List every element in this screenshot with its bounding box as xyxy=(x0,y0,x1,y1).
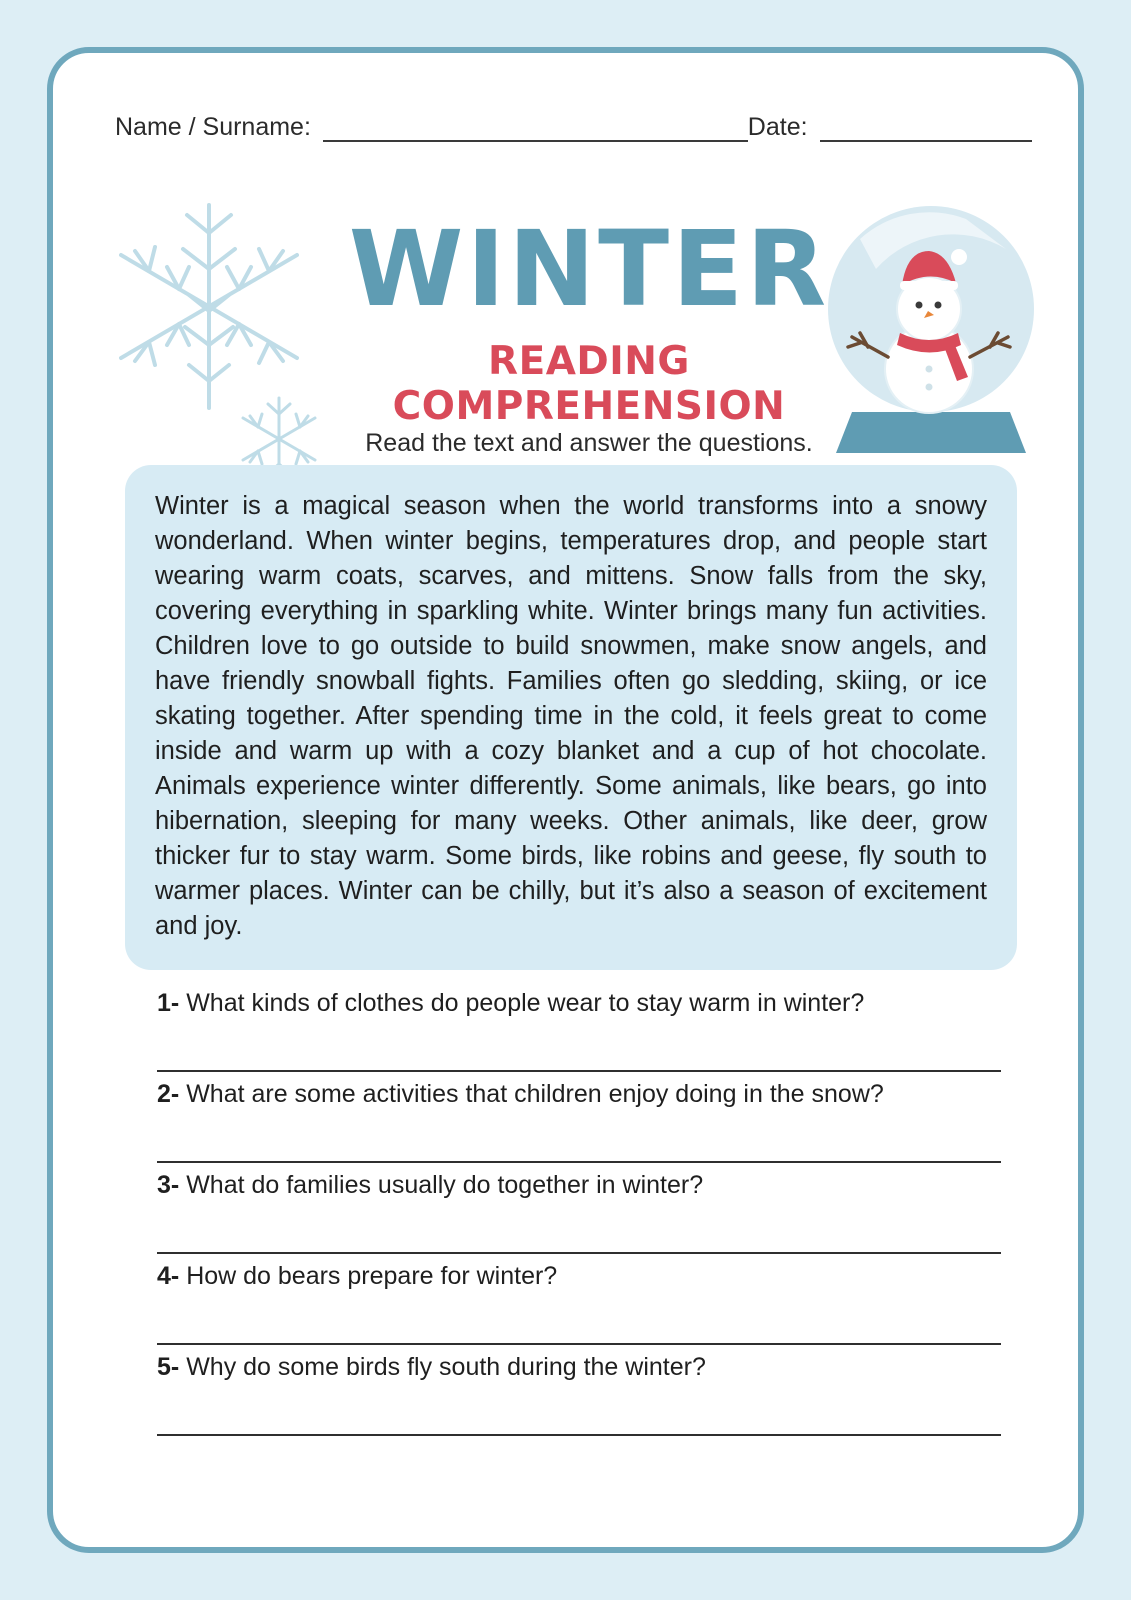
question-body: Why do some birds fly south during the winter? xyxy=(186,1353,706,1381)
name-input[interactable] xyxy=(323,118,748,142)
question-item xyxy=(143,989,1001,1072)
question-number: 5- xyxy=(157,1353,180,1381)
date-label: Date: xyxy=(747,113,808,141)
answer-line[interactable] xyxy=(157,1113,1001,1163)
question-text xyxy=(143,1262,1001,1291)
question-body: How do bears prepare for winter? xyxy=(186,1262,558,1290)
reading-passage: Winter is a magical season when the world transforms into a snowy wonderland. When winter begins, temperatures drop, and people start wearing warm coats, scarves, and mittens. Snow falls from the sky, covering everything in sparkling white. Winter brings many fun activities. Children love to go outside to build snowmen, make snow angels, and have friendly snowball fights. Families often go sledding, skiing, or ice skating together. After spending time in the cold, it feels great to come inside and warm up with a cozy blanket and a cup of hot chocolate. Animals experience winter differently. Some animals, like bears, go into hibernation, sleeping for many weeks. Other animals, like deer, grow thicker fur to stay warm. Some birds, like robins and geese, fly south to warmer places. Winter can be chilly, but it’s also a season of excitement and joy. xyxy=(125,465,1017,970)
name-label: Name / Surname: xyxy=(115,113,311,141)
question-number: 3- xyxy=(157,1171,180,1199)
question-number: 4- xyxy=(157,1262,180,1290)
question-text xyxy=(143,1353,1001,1382)
page-subtitle: READING COMPREHENSION xyxy=(392,339,786,429)
date-input[interactable] xyxy=(820,118,1032,142)
snowflake-icon xyxy=(109,199,309,414)
answer-line[interactable] xyxy=(157,1386,1001,1436)
question-number: 2- xyxy=(157,1080,180,1108)
question-item xyxy=(143,1353,1001,1436)
answer-line[interactable] xyxy=(157,1295,1001,1345)
question-body: What do families usually do together in winter? xyxy=(186,1171,704,1199)
question-item xyxy=(143,1080,1001,1163)
question-text xyxy=(143,989,1001,1018)
question-body: What are some activities that children enjoy doing in the snow? xyxy=(186,1080,884,1108)
answer-line[interactable] xyxy=(157,1022,1001,1072)
answer-line[interactable] xyxy=(157,1204,1001,1254)
instruction-text: Read the text and answer the questions. xyxy=(365,429,813,457)
question-number: 1- xyxy=(157,989,180,1017)
question-item xyxy=(143,1171,1001,1254)
worksheet-inner xyxy=(69,69,1062,1531)
page-title: WINTER xyxy=(348,208,830,330)
question-text xyxy=(143,1171,1001,1200)
student-info-row xyxy=(115,113,1032,142)
title-block xyxy=(69,189,1062,457)
worksheet-page xyxy=(47,47,1084,1553)
question-item xyxy=(143,1262,1001,1345)
question-text xyxy=(143,1080,1001,1109)
questions-list xyxy=(143,989,1001,1444)
question-body: What kinds of clothes do people wear to stay warm in winter? xyxy=(186,989,865,1017)
